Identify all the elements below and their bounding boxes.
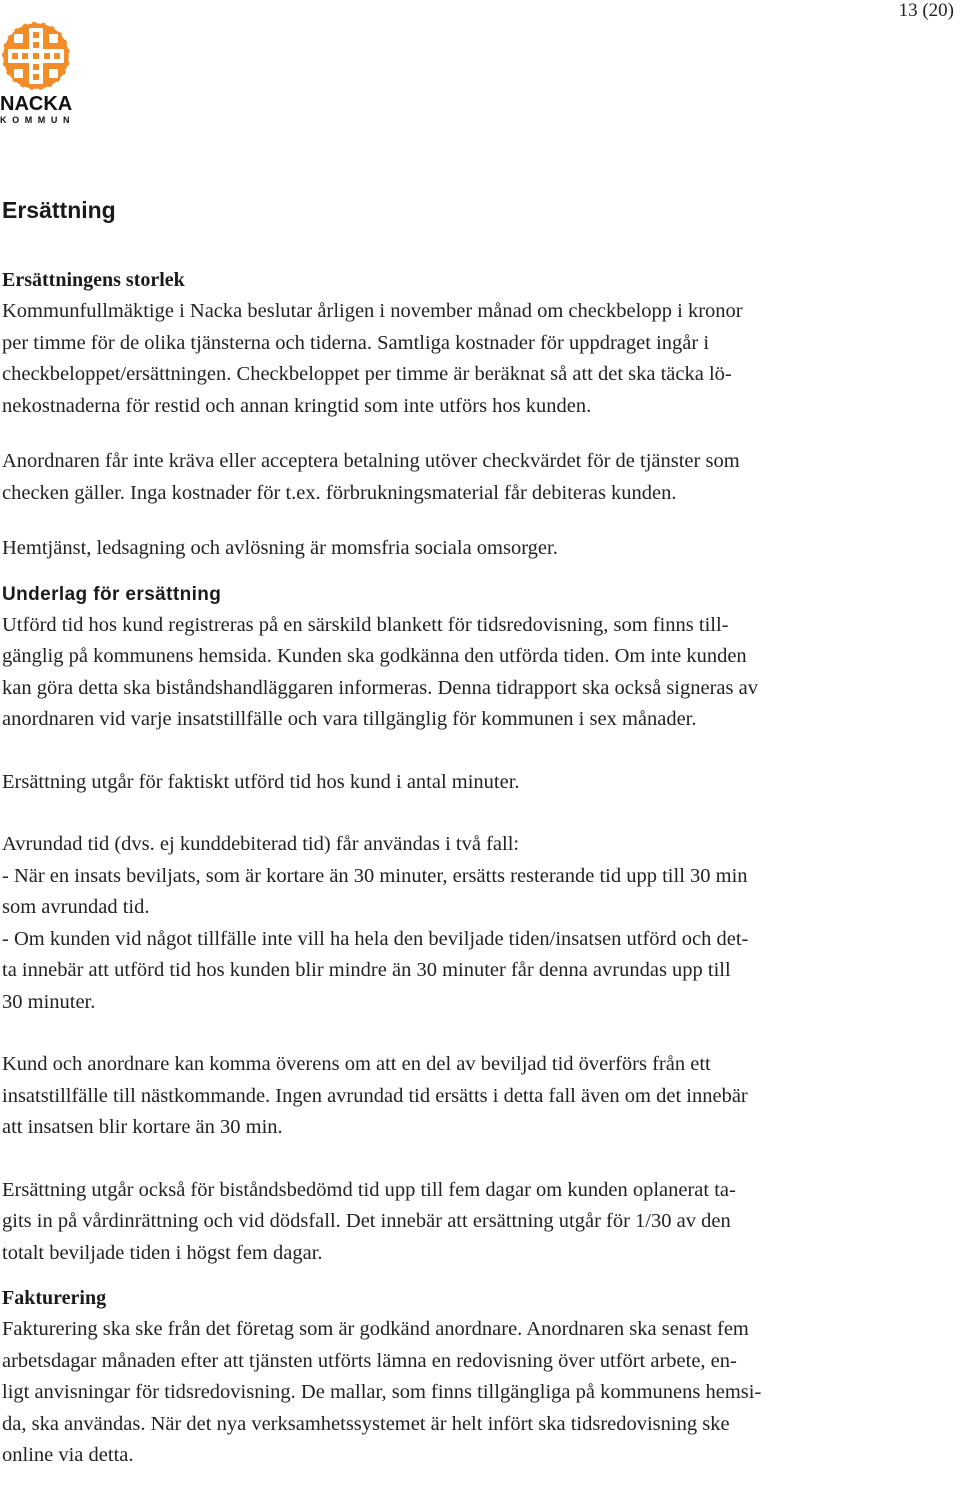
paragraph (2, 296, 942, 422)
nacka-kommun-logo (0, 20, 80, 130)
text-line: Utförd tid hos kund registreras på en särskild blankett för tidsredovisning, som finns till- (2, 613, 729, 636)
text-line: gits in på vårdinrättning och vid dödsfall. Det innebär att ersättning utgår för 1/30 av den (2, 1210, 731, 1232)
text-line: Ersättning utgår också för biståndsbedömd tid upp till fem dagar om kunden oplanerat ta- (2, 1178, 736, 1201)
text-line: att insatsen blir kortare än 30 min. (2, 1116, 283, 1138)
text-line: insatstillfälle till nästkommande. Ingen avrundad tid ersätts i detta fall även om det innebär (2, 1084, 748, 1107)
nacka-emblem-icon (0, 20, 72, 92)
section-heading: Underlag för ersättning (2, 583, 222, 605)
logo-subtitle: KOMMUN (0, 115, 76, 125)
text-line: Avrundad tid (dvs. ej kunddebiterad tid) får användas i två fall: (2, 833, 520, 855)
section-ersattningens-storlek (2, 265, 942, 565)
text-line: som avrundad tid. (2, 896, 150, 918)
paragraph (2, 1175, 942, 1270)
paragraph (2, 610, 942, 736)
text-line: Ersättning utgår för faktiskt utförd tid hos kund i antal minuter. (2, 770, 520, 793)
text-line: kan göra detta ska biståndshandläggaren informeras. Denna tidrapport ska också signeras av (2, 676, 758, 699)
section-underlag (2, 579, 942, 1270)
text-line: per timme för de olika tjänsterna och tiderna. Samtliga kostnader för uppdraget ingår i (2, 331, 710, 354)
section-heading: Ersättningens storlek (2, 269, 185, 291)
text-line: online via detta. (2, 1444, 134, 1466)
text-line: 30 minuter. (2, 990, 96, 1013)
text-line: Kund och anordnare kan komma överens om att en del av beviljad tid överförs från ett (2, 1053, 711, 1075)
page-number: 13 (20) (898, 0, 954, 21)
logo-name: NACKA (0, 93, 73, 115)
text-line: Fakturering ska ske från det företag som är godkänd anordnare. Anordnaren ska senast fem (2, 1318, 749, 1340)
paragraph (2, 1314, 942, 1472)
paragraph (2, 829, 942, 1018)
paragraph (2, 767, 942, 799)
section-heading: Fakturering (2, 1287, 107, 1309)
text-line: nekostnaderna för restid och annan kringtid som inte utförs hos kunden. (2, 394, 592, 417)
section-fakturering (2, 1283, 942, 1472)
paragraph (2, 446, 942, 509)
paragraph (2, 1049, 942, 1144)
text-line: ta innebär att utförd tid hos kunden blir mindre än 30 minuter får denna avrundas upp till (2, 959, 731, 981)
text-line: Hemtjänst, ledsagning och avlösning är momsfria sociala omsorger. (2, 537, 558, 559)
text-line: - Om kunden vid något tillfälle inte vill ha hela den beviljade tiden/insatsen utförd och det- (2, 927, 749, 950)
text-line: - När en insats beviljats, som är kortare än 30 minuter, ersätts resterande tid upp till 30 min (2, 864, 748, 887)
text-line: anordnaren vid varje insatstillfälle och vara tillgänglig för kommunen i sex månader. (2, 708, 697, 730)
text-line: totalt beviljade tiden i högst fem dagar. (2, 1241, 323, 1264)
paragraph (2, 533, 942, 565)
text-line: da, ska användas. När det nya verksamhetssystemet är helt infört ska tidsredovisning ske (2, 1412, 730, 1435)
text-line: checkbeloppet/ersättningen. Checkbeloppet per timme är beräknat så att det ska täcka lö- (2, 363, 732, 385)
text-line: checken gäller. Inga kostnader för t.ex. förbrukningsmaterial får debiteras kunden. (2, 481, 677, 504)
text-line: Kommunfullmäktige i Nacka beslutar årligen i november månad om checkbelopp i kronor (2, 300, 743, 322)
text-line: Anordnaren får inte kräva eller acceptera betalning utöver checkvärdet för de tjänster som (2, 450, 740, 472)
text-line: gänglig på kommunens hemsida. Kunden ska godkänna den utförda tiden. Om inte kunden (2, 645, 747, 667)
page-title: Ersättning (2, 197, 116, 223)
document-body (2, 193, 942, 1503)
text-line: ligt anvisningar för tidsredovisning. De mallar, som finns tillgängliga på kommunens hemsi- (2, 1381, 762, 1403)
text-line: arbetsdagar månaden efter att tjänsten utförts lämna en redovisning över utfört arbete, en- (2, 1349, 737, 1372)
